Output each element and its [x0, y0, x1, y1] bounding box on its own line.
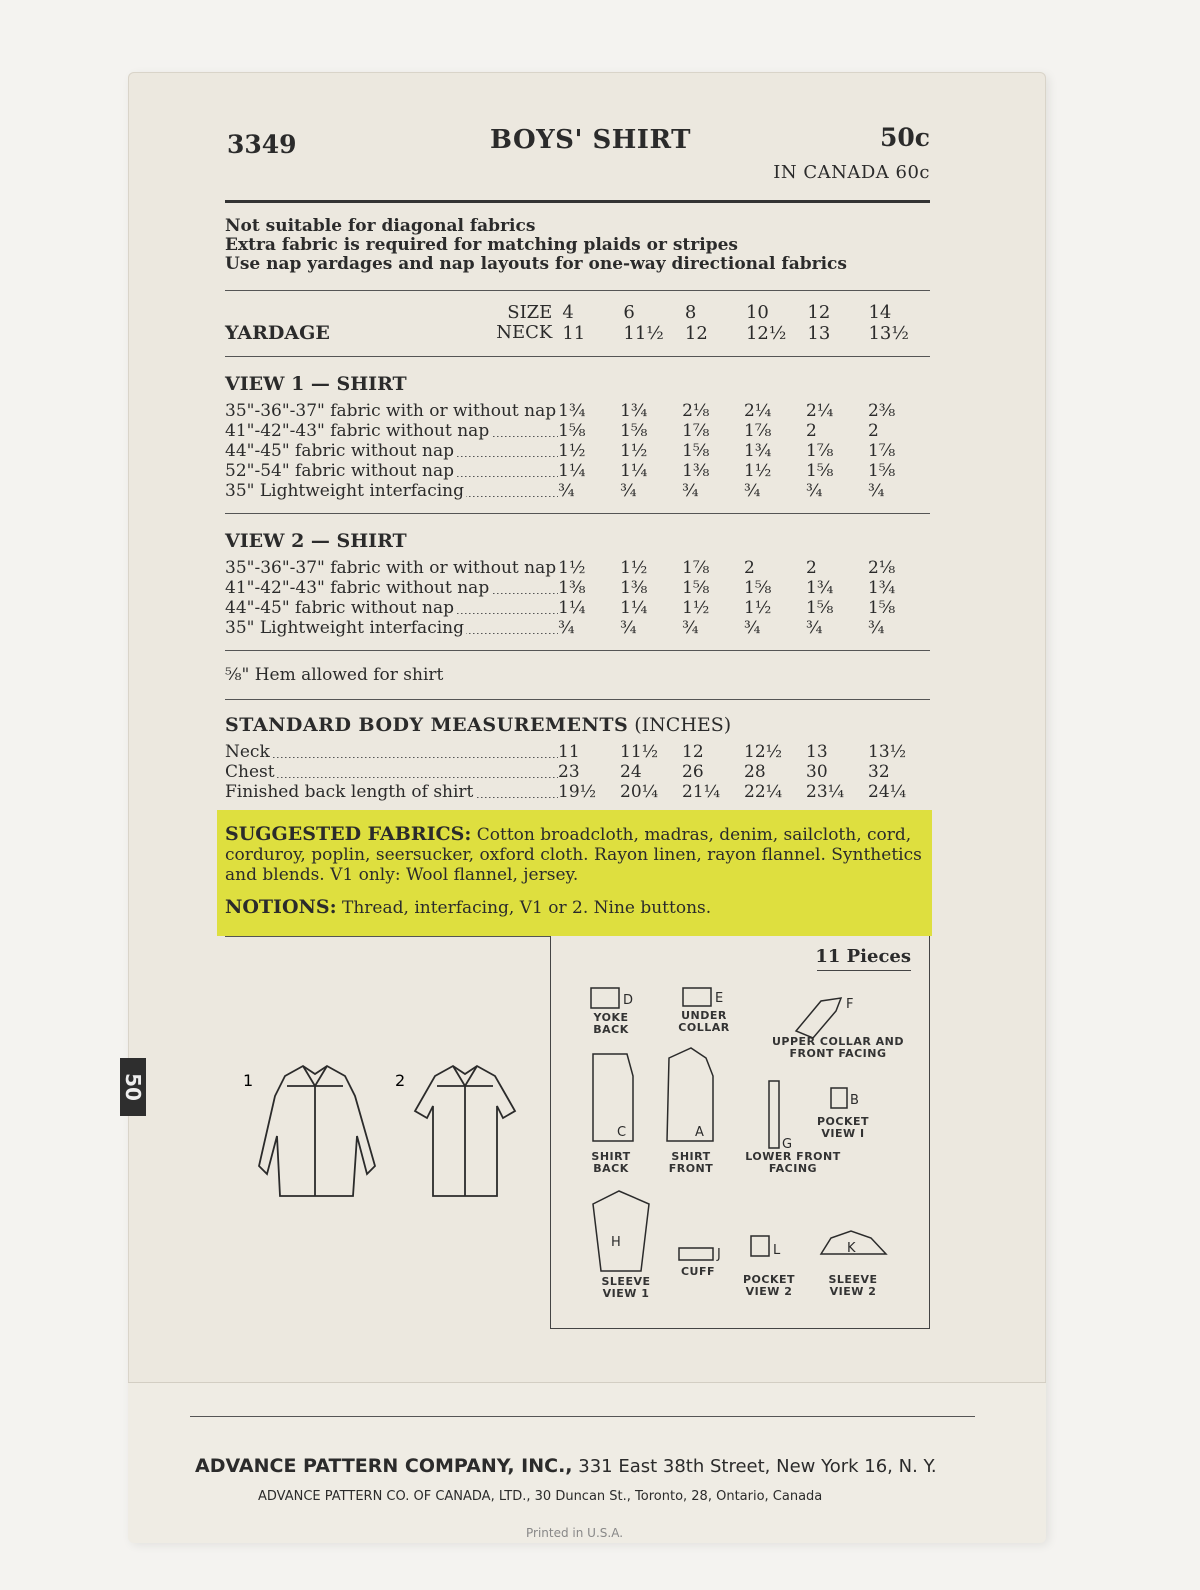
measurements-table [225, 742, 930, 802]
row-value: 1⅝ [867, 461, 896, 481]
piece-label-yoke-back: YOKE BACK [593, 1011, 629, 1036]
table-row [225, 421, 930, 441]
neck-row-label [225, 323, 562, 344]
row-value: ¾ [744, 618, 761, 638]
row-label-cell [225, 782, 558, 802]
size-header-table [225, 303, 930, 344]
row-value: 26 [682, 762, 704, 782]
piece-letter: H [611, 1235, 621, 1250]
row-value: 1½ [558, 441, 586, 461]
notions-text: Thread, interfacing, V1 or 2. Nine buttons. [342, 898, 712, 918]
row-value: ¾ [867, 618, 885, 638]
table-row [225, 441, 930, 461]
table-row [225, 782, 930, 802]
view-2-yardage-table [225, 558, 930, 638]
neck-label: NECK [496, 322, 553, 343]
neck-value: 13½ [868, 323, 909, 344]
row-value: 1½ [558, 558, 586, 578]
table-row [225, 742, 930, 762]
fabrics-label: SUGGESTED FABRICS: [225, 823, 472, 845]
view-1-title: VIEW 1 — SHIRT [225, 373, 407, 395]
piece-label-cuff: CUFF [680, 1265, 716, 1278]
row-label-cell [225, 401, 558, 421]
row-value: 12 [682, 742, 704, 762]
piece-letter: K [847, 1241, 856, 1256]
fabric-notes [225, 203, 930, 290]
side-tab [120, 1058, 146, 1116]
header [225, 120, 930, 200]
measurements-title [225, 700, 930, 742]
yoke-back-piece-icon [591, 988, 619, 1008]
row-value: 2⅜ [867, 401, 896, 421]
shirt-back-piece-icon [593, 1054, 633, 1141]
row-value: 1¾ [620, 401, 648, 421]
row-label-cell [225, 481, 558, 501]
row-value: 13 [806, 742, 828, 762]
row-value: 1⅜ [682, 461, 710, 481]
row-label: Chest [225, 762, 275, 782]
row-value: ¾ [620, 618, 637, 638]
row-value: 1⅝ [744, 578, 772, 598]
row-value: 1¾ [744, 441, 772, 461]
row-value: ¾ [558, 618, 575, 638]
row-value: 12½ [744, 742, 783, 762]
row-value: 1⅝ [620, 421, 648, 441]
row-value: 19½ [558, 782, 597, 802]
row-value: 21¼ [682, 782, 721, 802]
row-value: ¾ [867, 481, 885, 501]
row-value: 1⅞ [682, 421, 710, 441]
piece-letter: D [623, 993, 634, 1008]
piece-letter: F [846, 997, 854, 1012]
piece-letter: L [773, 1243, 781, 1258]
row-value: 1¼ [558, 598, 586, 618]
row-value: 2¼ [744, 401, 772, 421]
row-label: 41"-42"-43" fabric without nap [225, 578, 490, 598]
row-label-cell [225, 742, 558, 762]
row-value: ¾ [682, 618, 699, 638]
row-value: 1¼ [620, 598, 648, 618]
piece-letter: E [715, 991, 724, 1006]
row-value: ¾ [744, 481, 761, 501]
row-label: Neck [225, 742, 270, 762]
pocket-view1-piece-icon [831, 1088, 847, 1108]
row-value: 1⅝ [867, 598, 896, 618]
piece-label-sleeve-view2: SLEEVE VIEW 2 [828, 1273, 878, 1298]
row-label: 35"-36"-37" fabric with or without nap [225, 401, 557, 421]
row-value: ¾ [806, 618, 823, 638]
piece-label-shirt-front: SHIRT FRONT [668, 1150, 714, 1175]
row-label-cell [225, 578, 558, 598]
table-row [225, 598, 930, 618]
row-value: 32 [868, 762, 890, 782]
piece-letter: B [850, 1093, 859, 1108]
row-value: 1⅝ [682, 578, 710, 598]
row-label: Finished back length of shirt [225, 782, 474, 802]
neck-value: 13 [807, 323, 831, 344]
row-value: ¾ [558, 481, 575, 501]
table-row [225, 618, 930, 638]
table-row [225, 578, 930, 598]
row-value: 23¼ [806, 782, 845, 802]
row-value: 1½ [620, 441, 648, 461]
view-1-number: 1 [243, 1071, 254, 1090]
piece-letter: J [717, 1247, 721, 1262]
row-value: 11 [558, 742, 580, 762]
row-value: 1½ [744, 461, 772, 481]
price: 50c [879, 123, 930, 152]
piece-label-pocket-view2: POCKET VIEW 2 [742, 1273, 796, 1298]
row-value: 23 [558, 762, 580, 782]
note-line: Use nap yardages and nap layouts for one-way directional fabrics [225, 254, 847, 274]
hem-note: ⅝" Hem allowed for shirt [225, 665, 444, 685]
row-value: 1⅞ [867, 441, 896, 461]
piece-label-sleeve-view1: SLEEVE VIEW 1 [601, 1275, 651, 1300]
row-label: 44"-45" fabric without nap [225, 598, 455, 618]
row-value: 1¾ [558, 401, 586, 421]
table-row [225, 558, 930, 578]
row-value: 1⅜ [620, 578, 648, 598]
row-value: ¾ [806, 481, 823, 501]
row-value: 1⅞ [744, 421, 772, 441]
size-value: 14 [868, 302, 892, 323]
shirt-view-1-icon [259, 1066, 375, 1196]
row-value: 1⅞ [806, 441, 834, 461]
company-line [195, 1455, 937, 1477]
neck-value: 11½ [623, 323, 664, 344]
row-value: 13½ [868, 742, 907, 762]
row-value: 2¼ [806, 401, 834, 421]
row-value: 1⅜ [558, 578, 586, 598]
canada-price: IN CANADA 60c [773, 162, 930, 183]
view-2-number: 2 [395, 1071, 406, 1090]
row-value: 2 [867, 421, 879, 441]
row-label-cell [225, 441, 558, 461]
yardage-label: YARDAGE [225, 322, 330, 344]
row-label-cell [225, 598, 558, 618]
pattern-sheet [225, 120, 930, 1336]
row-value: 24 [620, 762, 642, 782]
row-label-cell [225, 618, 558, 638]
size-value: 8 [684, 302, 697, 323]
side-tab-text: 50 [121, 1073, 145, 1101]
shirt-views-illustration [235, 1056, 555, 1226]
row-value: 1½ [620, 558, 648, 578]
row-value: 22¼ [744, 782, 783, 802]
notions-label: NOTIONS: [225, 896, 337, 918]
row-value: 2 [744, 558, 755, 578]
row-value: 1½ [744, 598, 772, 618]
view-1-yardage-table [225, 401, 930, 501]
view-2-title: VIEW 2 — SHIRT [225, 530, 407, 552]
piece-label-upper-collar: UPPER COLLAR AND FRONT FACING [772, 1035, 904, 1060]
lower-front-facing-piece-icon [769, 1081, 779, 1148]
row-label: 44"-45" fabric without nap [225, 441, 455, 461]
row-value: 1⅝ [558, 421, 586, 441]
row-value: 28 [744, 762, 766, 782]
size-value: 12 [807, 302, 831, 323]
cuff-piece-icon [679, 1248, 713, 1260]
neck-value: 12 [684, 323, 708, 344]
sleeve-view1-piece-icon [593, 1191, 649, 1271]
row-value: 2⅛ [682, 401, 710, 421]
shirt-view-2-icon [415, 1066, 515, 1196]
printed-in: Printed in U.S.A. [526, 1526, 624, 1540]
row-value: 1¾ [867, 578, 896, 598]
row-label-cell [225, 762, 558, 782]
row-label-cell [225, 421, 558, 441]
piece-label-lower-front-facing: LOWER FRONT FACING [745, 1150, 841, 1175]
size-value: 10 [745, 302, 769, 323]
table-row [225, 461, 930, 481]
neck-value: 12½ [745, 323, 787, 344]
row-value: 11½ [620, 742, 659, 762]
pieces-count: 11 Pieces [815, 946, 911, 967]
row-value: 30 [806, 762, 828, 782]
row-label-cell [225, 558, 558, 578]
piece-label-shirt-back: SHIRT BACK [591, 1150, 631, 1175]
row-value: 2 [806, 558, 817, 578]
measurements-unit: (INCHES) [634, 714, 732, 736]
row-label: 35"-36"-37" fabric with or without nap [225, 558, 557, 578]
row-label: 52"-54" fabric without nap [225, 461, 455, 481]
neck-value: 11 [562, 323, 586, 344]
upper-collar-piece-icon [796, 998, 841, 1038]
pocket-view2-piece-icon [751, 1236, 769, 1256]
footer-divider [190, 1416, 975, 1417]
row-label-cell [225, 461, 558, 481]
row-value: 1⅝ [806, 598, 834, 618]
row-value: ¾ [682, 481, 699, 501]
piece-letter: G [782, 1137, 793, 1152]
pattern-number: 3349 [227, 130, 297, 159]
row-value: 1¼ [558, 461, 586, 481]
row-label: 35" Lightweight interfacing [225, 481, 464, 501]
table-row [225, 401, 930, 421]
row-value: 1⅝ [682, 441, 710, 461]
fabrics-text: Cotton broadcloth, madras, denim, sailcloth, cord, corduroy, poplin, seersucker, oxford cloth. Rayon linen, rayon flannel. Synthetics and blends. V1 only: Wool flannel, jersey. [225, 825, 922, 885]
note-line: Not suitable for diagonal fabrics [225, 216, 536, 236]
row-value: 1¼ [620, 461, 648, 481]
piece-letter: A [695, 1125, 704, 1140]
pattern-pieces-box [550, 936, 930, 1329]
row-label: 41"-42"-43" fabric without nap [225, 421, 490, 441]
pattern-title: BOYS' SHIRT [490, 125, 691, 155]
fabrics-notions-box [217, 810, 932, 936]
row-value: 1⅞ [682, 558, 710, 578]
piece-label-under-collar: UNDER COLLAR [678, 1009, 730, 1034]
row-value: 20¼ [620, 782, 659, 802]
notions [225, 897, 924, 918]
row-label: 35" Lightweight interfacing [225, 618, 464, 638]
suggested-fabrics [225, 824, 924, 885]
row-value: ¾ [620, 481, 637, 501]
company-address: 331 East 38th Street, New York 16, N. Y. [578, 1456, 937, 1477]
row-value: 24¼ [868, 782, 907, 802]
table-row [225, 762, 930, 782]
row-value: 1⅝ [806, 461, 834, 481]
table-row [225, 481, 930, 501]
under-collar-piece-icon [683, 988, 711, 1006]
row-value: 1½ [682, 598, 710, 618]
row-value: 2 [806, 421, 817, 441]
size-label: SIZE [507, 302, 553, 323]
measurements-heading: STANDARD BODY MEASUREMENTS [225, 714, 629, 736]
canada-company-line: ADVANCE PATTERN CO. OF CANADA, LTD., 30 Duncan St., Toronto, 28, Ontario, Canada [258, 1489, 823, 1504]
row-value: 2⅛ [867, 558, 896, 578]
row-value: 1¾ [806, 578, 834, 598]
shirt-front-piece-icon [667, 1048, 713, 1141]
company-name: ADVANCE PATTERN COMPANY, INC., [195, 1455, 573, 1477]
piece-label-pocket-view1: POCKET VIEW I [816, 1115, 870, 1140]
divider [225, 290, 930, 291]
diagram-area [225, 936, 930, 1336]
piece-letter: C [617, 1125, 627, 1140]
size-value: 6 [623, 302, 635, 323]
divider [225, 936, 550, 937]
size-value: 4 [562, 302, 574, 323]
note-line: Extra fabric is required for matching plaids or stripes [225, 235, 738, 255]
